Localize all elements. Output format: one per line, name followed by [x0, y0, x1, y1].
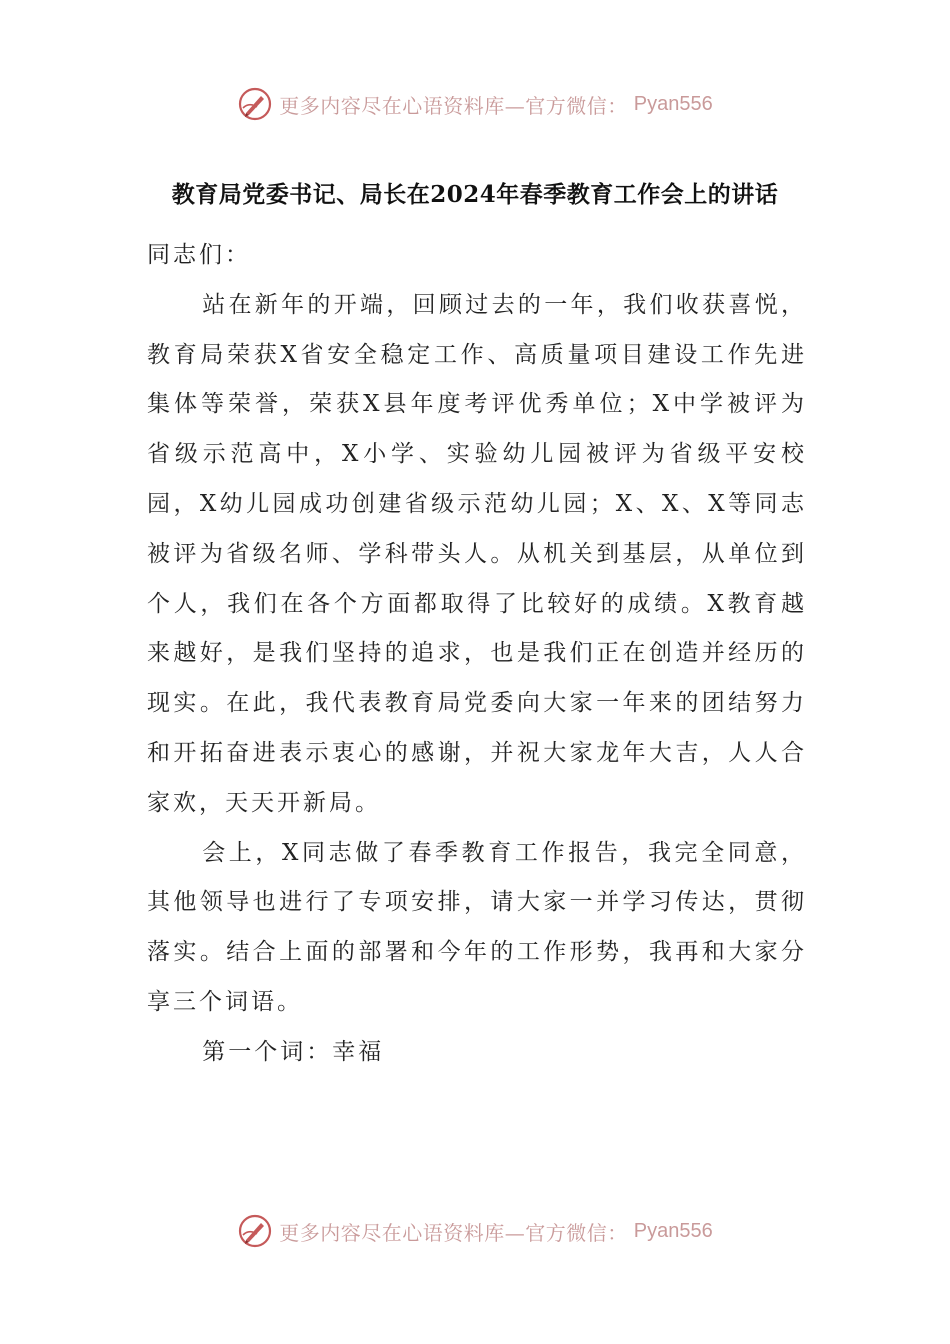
watermark-account: Pyan556 [633, 92, 713, 115]
watermark-text: 更多内容尽在心语资料库—官方微信： [279, 93, 628, 118]
document-body [147, 231, 807, 1078]
paragraph-1: 站在新年的开端，回顾过去的一年，我们收获喜悦，教育局荣获X省安全稳定工作、高质量项目建设工作先进集体等荣誉，荣获X县年度考评优秀单位；X中学被评为省级示范高中，X小学、实验幼儿园被评为省级平安校园，X幼儿园成功创建省级示范幼儿园；X、X、X等同志被评为省级名师、学科带头人。从机关到基层，从单位到个人，我们在各个方面都取得了比较好的成绩。X教育越来越好，是我们坚持的追求，也是我们正在创造并经历的现实。在此，我代表教育局党委向大家一年来的团结努力和开拓奋进表示衷心的感谢，并祝大家龙年大吉，人人合家欢，天天开新局。 [147, 291, 807, 816]
watermark-footer [0, 1211, 950, 1251]
watermark-text: 更多内容尽在心语资料库—官方微信： [279, 1220, 628, 1245]
salutation: 同志们： [147, 242, 251, 268]
pen-logo-icon [237, 86, 273, 122]
section-heading: 第一个词：幸福 [202, 1038, 385, 1065]
pen-logo-icon [237, 1213, 273, 1249]
watermark-account: Pyan556 [633, 1219, 713, 1242]
watermark-header [0, 84, 950, 124]
document-title: 教育局党委书记、局长在2024年春季教育工作会上的讲话 [171, 181, 779, 208]
paragraph-2: 会上，X同志做了春季教育工作报告，我完全同意，其他领导也进行了专项安排，请大家一并学习传达，贯彻落实。结合上面的部署和今年的工作形势，我再和大家分享三个词语。 [147, 839, 807, 1015]
